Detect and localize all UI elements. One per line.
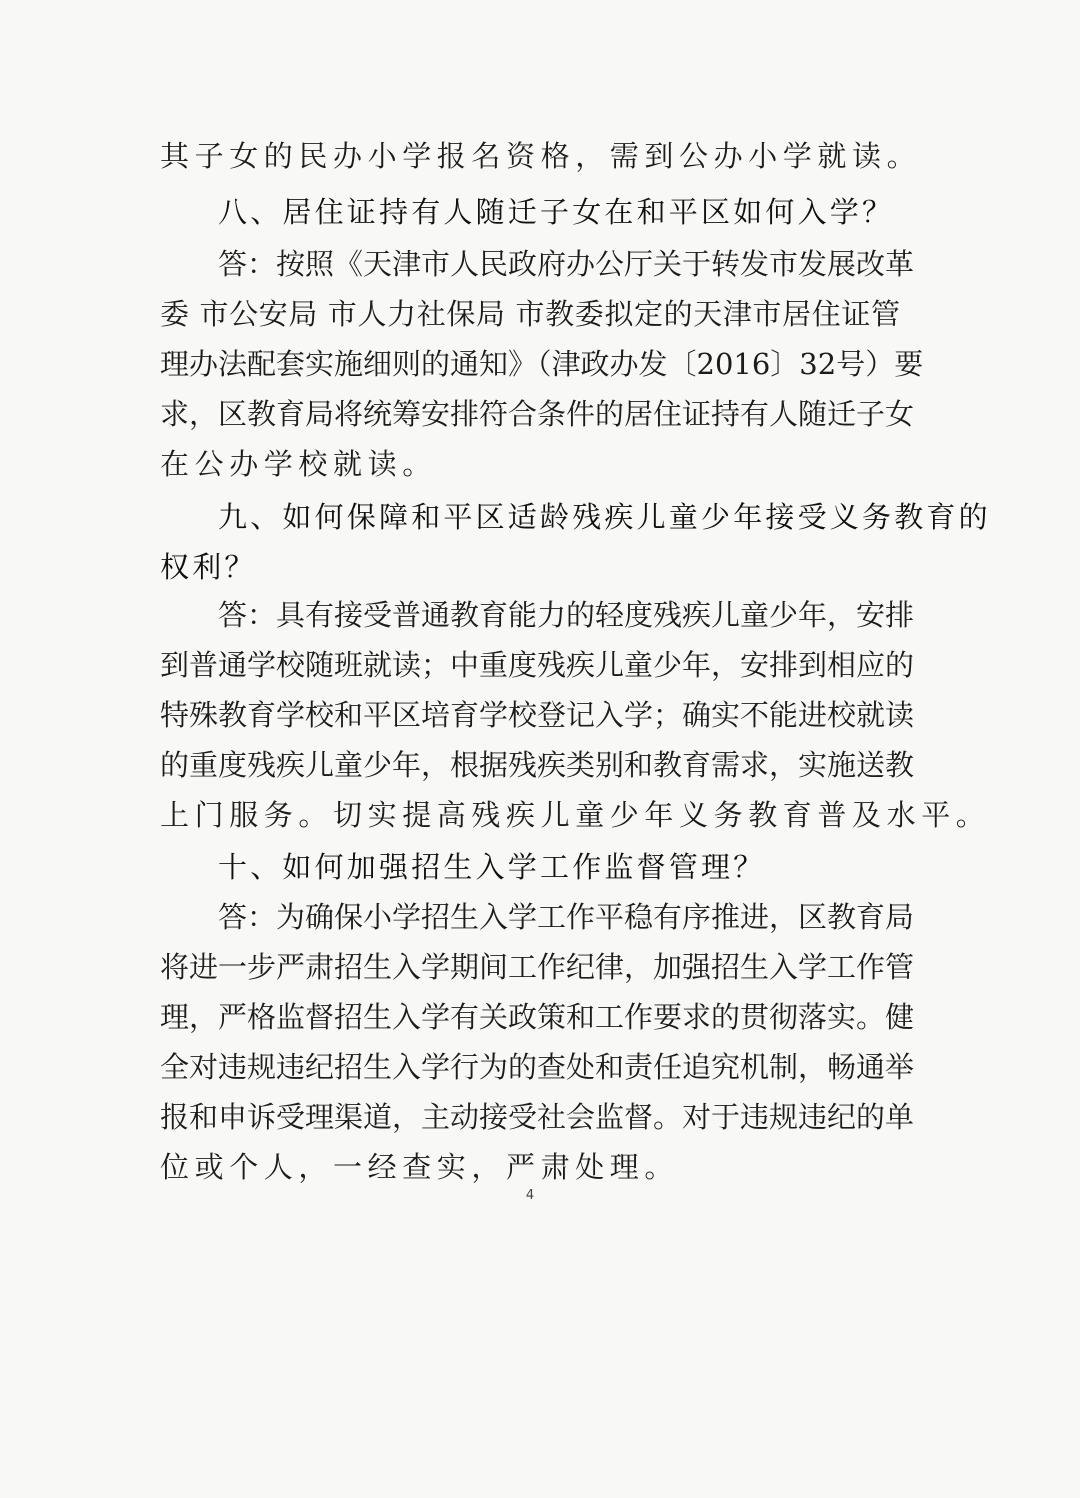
section-heading-10: 十、如何加强招生入学工作监督管理？ [218,850,766,884]
paragraph-line: 委 市公安局 市人力社保局 市教委拟定的天津市居住证管 [160,297,900,331]
paragraph-line: 理，严格监督招生入学有关政策和工作要求的贯彻落实。健 [160,1000,915,1034]
paragraph-line: 在公办学校就读。 [160,447,437,481]
paragraph-line: 将进一步严肃招生入学期间工作纪律，加强招生入学工作管 [160,950,915,984]
paragraph-line: 上门服务。切实提高残疾儿童少年义务教育普及水平。 [160,798,991,832]
paragraph-line: 位或个人，一经查实，严肃处理。 [160,1150,680,1184]
paragraph-line: 答：具有接受普通教育能力的轻度残疾儿童少年，安排 [218,598,915,632]
section-heading-8: 八、居住证持有人随迁子女在和平区如何入学？ [218,195,895,229]
section-heading-9-continued: 权利？ [160,550,257,584]
paragraph-line: 答：按照《天津市人民政府办公厅关于转发市发展改革 [218,247,915,281]
paragraph-line: 报和申诉受理渠道，主动接受社会监督。对于违规违纪的单 [160,1100,915,1134]
paragraph-line: 到普通学校随班就读；中重度残疾儿童少年，安排到相应的 [160,648,915,682]
paragraph-line: 的重度残疾儿童少年，根据残疾类别和教育需求，实施送教 [160,748,915,782]
paragraph-line: 理办法配套实施细则的通知》（津政办发〔2016〕32号）要 [160,347,924,381]
paragraph-line: 特殊教育学校和平区培育学校登记入学；确实不能进校就读 [160,698,915,732]
paragraph-line: 其子女的民办小学报名资格，需到公办小学就读。 [160,139,922,173]
paragraph-line: 答：为确保小学招生入学工作平稳有序推进，区教育局 [218,900,915,934]
paragraph-line: 求，区教育局将统筹安排符合条件的居住证持有人随迁子女 [160,397,915,431]
page-number: 4 [525,1188,535,1203]
section-heading-9: 九、如何保障和平区适龄残疾儿童少年接受义务教育的 [218,500,991,534]
paragraph-line: 全对违规违纪招生入学行为的查处和责任追究机制，畅通举 [160,1050,915,1084]
